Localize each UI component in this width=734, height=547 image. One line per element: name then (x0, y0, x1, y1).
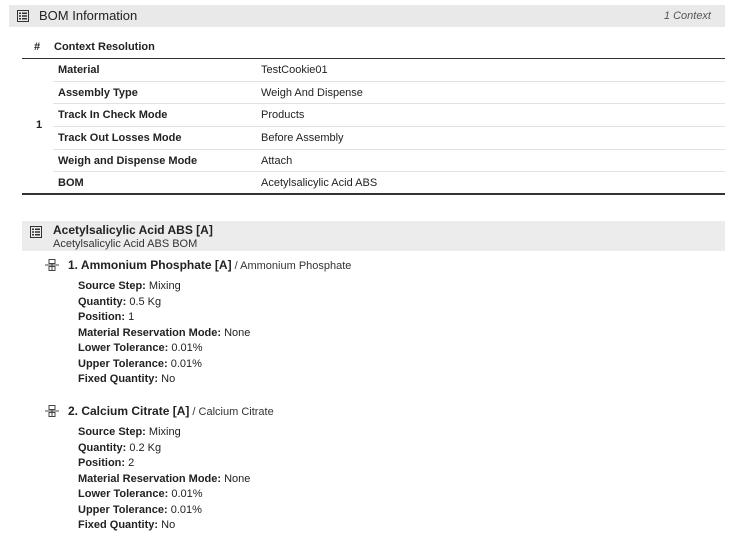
prop-label: Upper Tolerance: (78, 503, 168, 516)
table-row (53, 104, 725, 127)
prop-fixed-quantity (78, 373, 250, 389)
prop-upper-tolerance (78, 504, 250, 520)
context-table-body (53, 59, 725, 195)
prop-source-step (78, 426, 250, 442)
prop-value: No (158, 519, 176, 531)
prop-position (78, 311, 250, 327)
prop-value: Mixing (145, 426, 181, 438)
prop-value: 0.5 Kg (126, 295, 162, 308)
prop-label: Lower Tolerance: (78, 342, 169, 354)
row-value: Weigh And Dispense (261, 86, 363, 99)
list-icon (17, 10, 29, 25)
bom-header[interactable] (22, 221, 725, 251)
table-row (53, 150, 725, 173)
prop-position (78, 457, 250, 473)
row-index: 1 (36, 119, 43, 131)
row-value: Products (261, 109, 305, 122)
bom-item-name[interactable] (68, 258, 351, 272)
prop-value: 2 (125, 457, 135, 469)
prop-value: 0.01% (167, 503, 202, 516)
list-icon (30, 226, 42, 241)
prop-reservation-mode (78, 473, 250, 489)
prop-label: Quantity: (78, 441, 127, 454)
row-label: Material (58, 64, 100, 76)
table-row (53, 82, 725, 105)
item-material: / Calcium Citrate (189, 406, 274, 418)
prop-label: Fixed Quantity: (78, 373, 159, 385)
context-count: 1 Context (663, 10, 711, 22)
bom-subtitle: Acetylsalicylic Acid ABS BOM (53, 238, 198, 250)
prop-value: 0.01% (167, 357, 202, 370)
row-value: Before Assembly (261, 132, 344, 145)
table-row (53, 59, 725, 82)
item-title: 1. Ammonium Phosphate [A] (68, 258, 232, 272)
bom-information-header[interactable] (9, 5, 725, 27)
prop-lower-tolerance (78, 342, 250, 358)
component-icon (45, 259, 59, 274)
prop-label: Position: (78, 311, 126, 323)
item-material: / Ammonium Phosphate (231, 260, 352, 272)
row-label: Assembly Type (58, 86, 138, 99)
col-context-resolution: Context Resolution (54, 41, 155, 53)
prop-value: None (221, 326, 251, 339)
prop-value: 1 (125, 311, 135, 323)
prop-label: Source Step: (78, 426, 146, 438)
prop-quantity (78, 442, 250, 458)
table-bottom-border (22, 193, 725, 195)
prop-upper-tolerance (78, 358, 250, 374)
col-hash: # (34, 41, 41, 53)
prop-label: Source Step: (78, 280, 146, 292)
prop-label: Fixed Quantity: (78, 519, 159, 531)
prop-source-step (78, 280, 250, 296)
prop-value: 0.01% (168, 342, 203, 354)
item-title: 2. Calcium Citrate [A] (68, 404, 190, 418)
prop-value: 0.2 Kg (126, 441, 162, 454)
prop-fixed-quantity (78, 519, 250, 535)
bom-item-name[interactable] (68, 404, 274, 418)
prop-value: Mixing (145, 280, 181, 292)
prop-label: Lower Tolerance: (78, 488, 169, 500)
prop-label: Quantity: (78, 295, 127, 308)
prop-label: Material Reservation Mode: (78, 326, 222, 339)
row-label: Track Out Losses Mode (58, 132, 182, 145)
section-title: BOM Information (39, 8, 138, 23)
row-label: Track In Check Mode (58, 109, 168, 122)
context-table-header (22, 40, 725, 58)
prop-lower-tolerance (78, 488, 250, 504)
item-properties (78, 280, 250, 389)
prop-label: Upper Tolerance: (78, 357, 168, 370)
prop-value: None (221, 472, 251, 485)
prop-value: No (158, 373, 176, 385)
prop-label: Position: (78, 457, 126, 469)
table-row (53, 172, 725, 195)
prop-value: 0.01% (168, 488, 203, 500)
prop-quantity (78, 296, 250, 312)
row-value: Acetylsalicylic Acid ABS (261, 177, 378, 190)
table-row (53, 127, 725, 150)
row-value: Attach (261, 154, 293, 167)
component-icon (45, 405, 59, 420)
prop-label: Material Reservation Mode: (78, 472, 222, 485)
row-label: Weigh and Dispense Mode (58, 154, 198, 167)
prop-reservation-mode (78, 327, 250, 343)
bom-title: Acetylsalicylic Acid ABS [A] (53, 223, 213, 237)
item-properties (78, 426, 250, 535)
row-value: TestCookie01 (261, 64, 328, 76)
row-label: BOM (58, 177, 84, 190)
